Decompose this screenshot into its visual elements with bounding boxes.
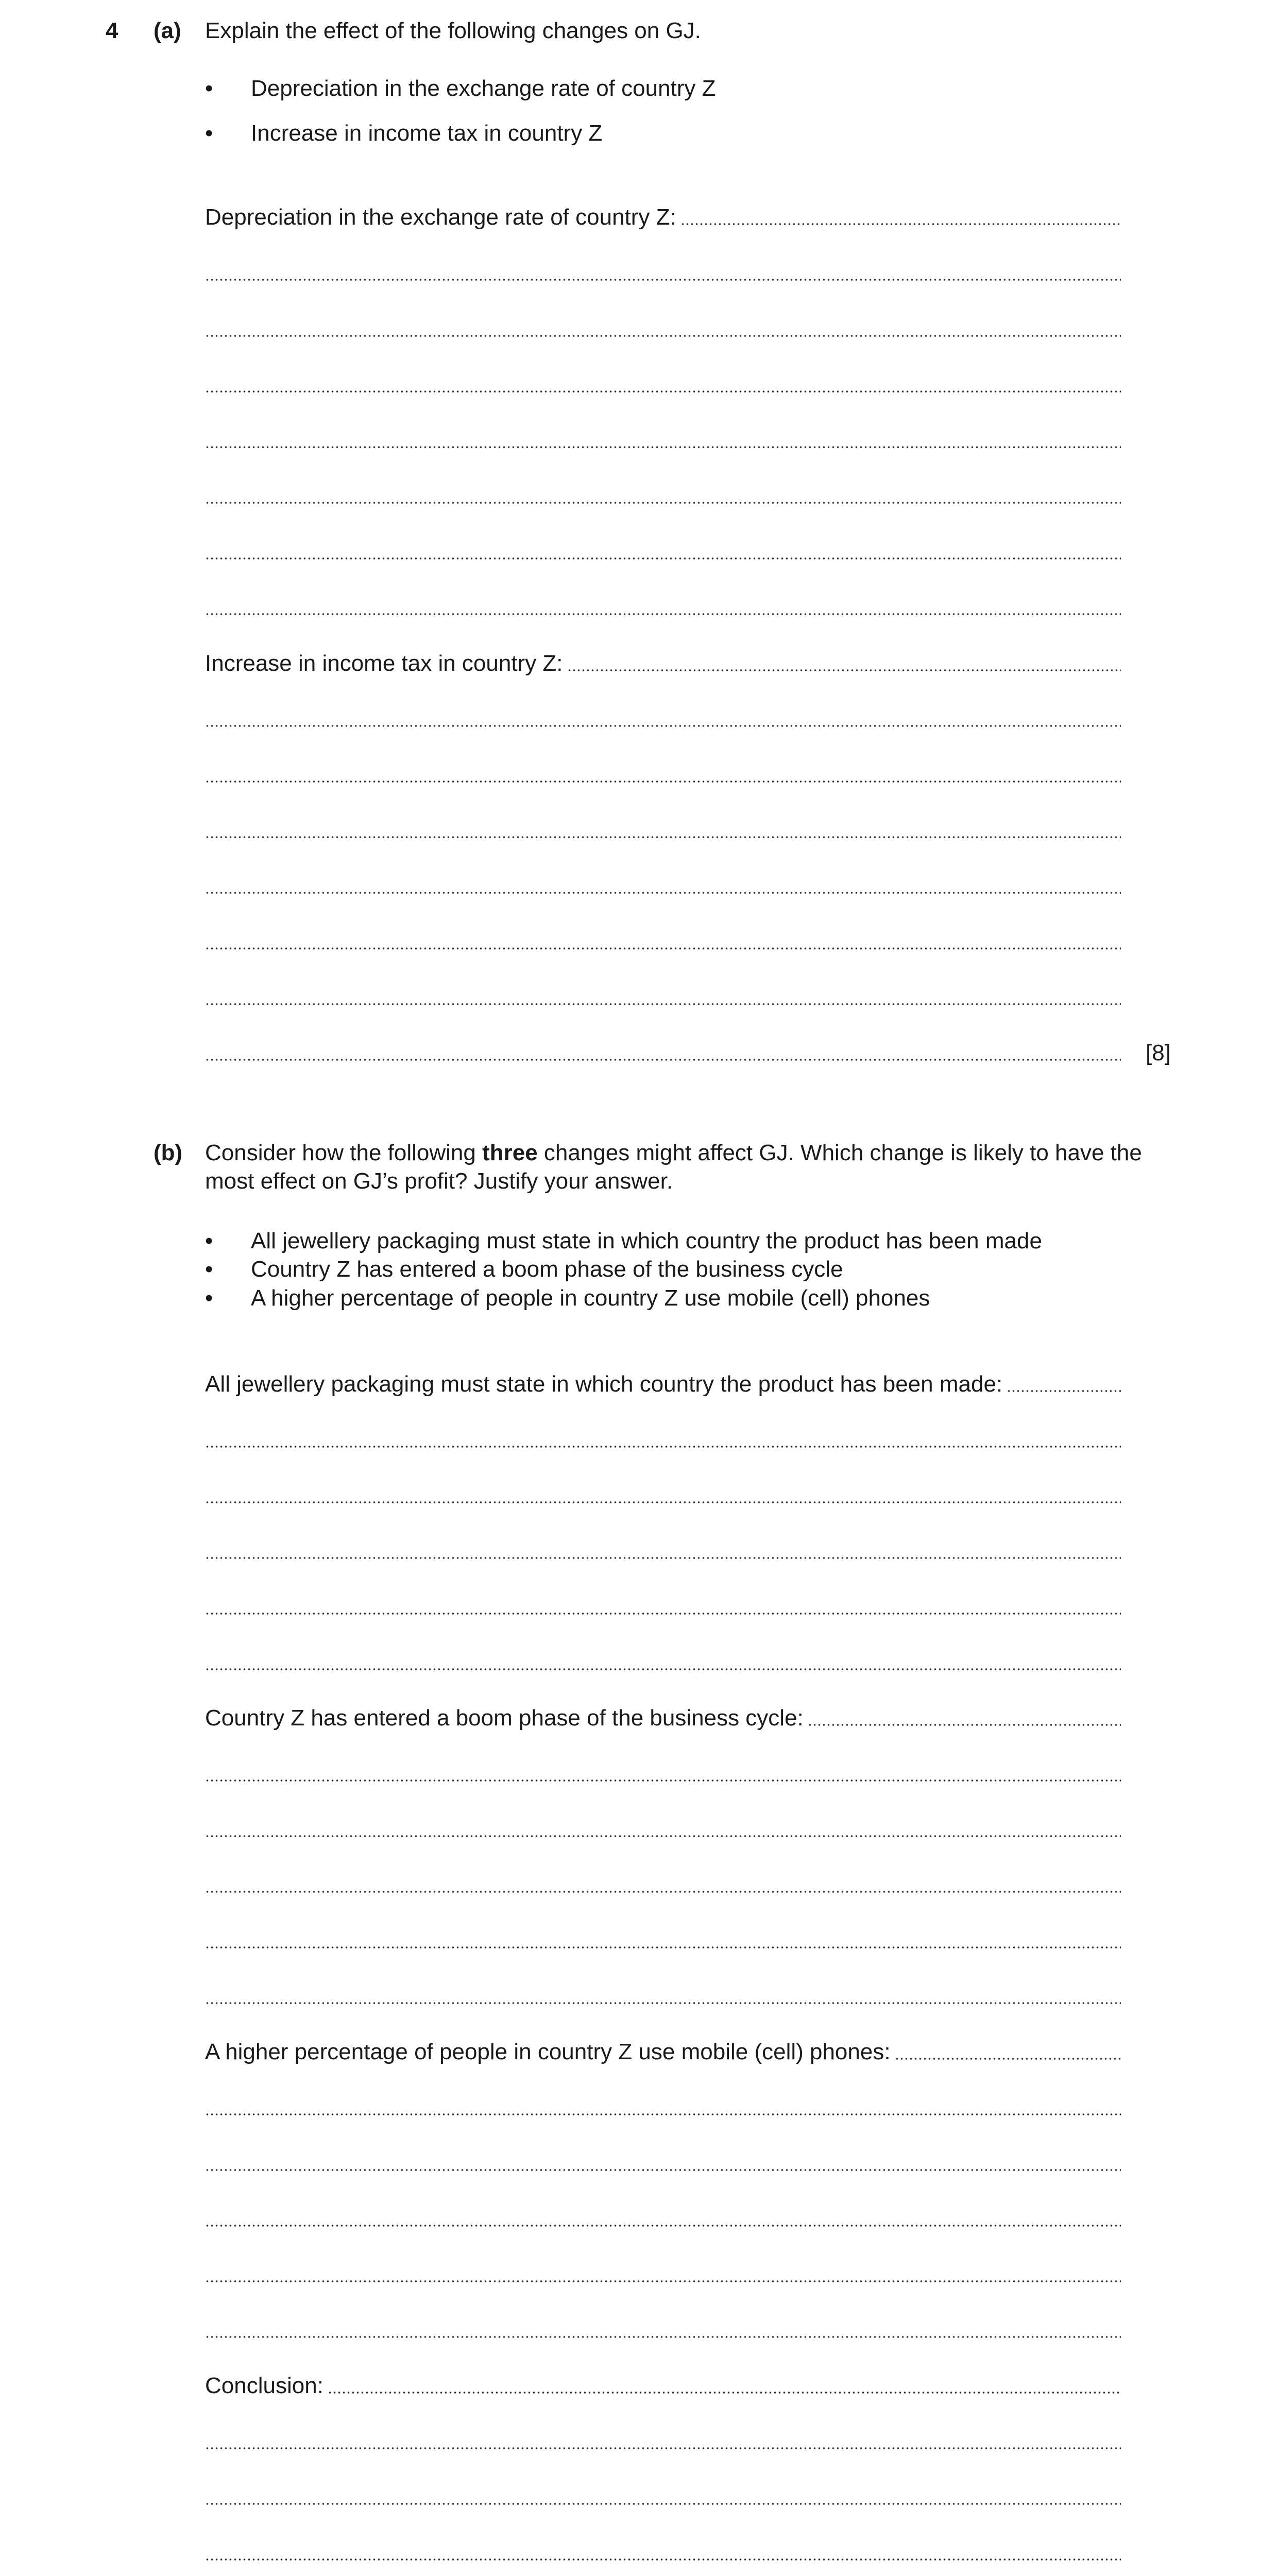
section-label: Country Z has entered a boom phase of the business cycle: <box>205 1705 804 1731</box>
marks-a: [8] <box>1146 1040 1171 1065</box>
answer-line[interactable] <box>205 1649 1121 1676</box>
dotted-line <box>205 2558 1121 2561</box>
dotted-line <box>205 2168 1121 2172</box>
section-label: All jewellery packaging must state in which country the product has been made: <box>205 1371 1003 1397</box>
dotted-line <box>205 1890 1121 1893</box>
part-b-stem: Consider how the following three changes might affect GJ. Which change is likely to have the most effect on GJ’s profit? Justify your answer. <box>205 1140 1142 1194</box>
dotted-line <box>205 613 1121 616</box>
answer-line[interactable] <box>205 594 1121 621</box>
dotted-line <box>205 2280 1121 2283</box>
part-b-bullet-1: All jewellery packaging must state in which country the product has been made <box>251 1228 1042 1253</box>
answer-line[interactable] <box>205 538 1121 565</box>
answer-line[interactable] <box>205 2484 1121 2511</box>
dotted-line <box>205 1612 1121 1615</box>
part-b-label: (b) <box>154 1140 183 1165</box>
answer-line-labelled[interactable] <box>205 2372 1121 2399</box>
part-a-bullet-2: Increase in income tax in country Z <box>251 121 603 146</box>
dotted-line <box>205 1501 1121 1504</box>
section-label: Increase in income tax in country Z: <box>205 651 563 676</box>
answer-line[interactable] <box>205 260 1121 286</box>
answer-line[interactable] <box>205 1816 1121 1843</box>
answer-line[interactable] <box>205 1760 1121 1787</box>
dotted-line <box>205 2447 1121 2450</box>
bullet-symbol: • <box>205 121 213 146</box>
answer-line[interactable] <box>205 1872 1121 1899</box>
section-label: A higher percentage of people in country Z use mobile (cell) phones: <box>205 2039 891 2064</box>
part-b-bullet-2: Country Z has entered a boom phase of the business cycle <box>251 1257 843 1282</box>
dotted-line <box>205 891 1121 894</box>
answer-line[interactable] <box>205 2206 1121 2232</box>
dotted-line <box>205 947 1121 950</box>
dotted-line <box>205 1003 1121 1006</box>
answer-line[interactable] <box>205 1927 1121 1954</box>
dotted-line <box>205 1835 1121 1838</box>
answer-line[interactable] <box>205 1482 1121 1509</box>
bullet-symbol: • <box>205 1257 213 1282</box>
bullet-symbol: • <box>205 76 213 101</box>
answer-line-labelled[interactable] <box>205 2039 1121 2065</box>
dotted-line <box>205 2113 1121 2116</box>
dotted-line <box>205 1556 1121 1560</box>
dotted-line <box>205 1779 1121 1782</box>
answer-line[interactable] <box>205 984 1121 1011</box>
answer-line[interactable] <box>205 2428 1121 2455</box>
part-a-bullet-1: Depreciation in the exchange rate of country Z <box>251 76 716 101</box>
dotted-line <box>205 780 1121 783</box>
answer-line[interactable] <box>205 761 1121 788</box>
answer-line-labelled[interactable] <box>205 1371 1121 1398</box>
answer-line-labelled[interactable] <box>205 1705 1121 1732</box>
answer-line[interactable] <box>205 1538 1121 1565</box>
dotted-line <box>205 1445 1121 1448</box>
dotted-line <box>205 2502 1121 2505</box>
question-number: 4 <box>106 18 118 43</box>
section-label: Depreciation in the exchange rate of country Z: <box>205 205 676 230</box>
dotted-line <box>205 1058 1121 1061</box>
dotted-line <box>895 2057 1121 2060</box>
dotted-line <box>567 669 1121 672</box>
dotted-line <box>205 390 1121 393</box>
dotted-line <box>205 724 1121 727</box>
answer-line[interactable] <box>205 1983 1121 2010</box>
dotted-line <box>205 446 1121 449</box>
answer-line[interactable] <box>205 873 1121 900</box>
dotted-line <box>205 334 1121 337</box>
dotted-line <box>205 2335 1121 2338</box>
answer-line[interactable] <box>205 427 1121 454</box>
answer-line[interactable] <box>205 2150 1121 2177</box>
part-b-bullet-3: A higher percentage of people in country Z use mobile (cell) phones <box>251 1285 930 1311</box>
dotted-line <box>328 2391 1121 2394</box>
answer-line[interactable] <box>205 316 1121 343</box>
dotted-line <box>205 2224 1121 2227</box>
part-a-stem: Explain the effect of the following changes on GJ. <box>205 18 701 43</box>
answer-line-labelled[interactable] <box>205 650 1121 677</box>
answer-line[interactable] <box>205 371 1121 398</box>
answer-line[interactable] <box>205 706 1121 733</box>
dotted-line <box>205 1668 1121 1671</box>
answer-line[interactable] <box>205 2317 1121 2344</box>
bullet-symbol: • <box>205 1228 213 1253</box>
conclusion-label: Conclusion: <box>205 2373 323 2398</box>
answer-line[interactable] <box>205 1427 1121 1453</box>
answer-line[interactable] <box>205 1594 1121 1620</box>
dotted-line <box>205 836 1121 839</box>
dotted-line <box>680 223 1121 226</box>
dotted-line <box>205 2002 1121 2005</box>
answer-line[interactable] <box>205 928 1121 955</box>
answer-line[interactable] <box>205 2539 1121 2566</box>
dotted-line <box>205 501 1121 504</box>
dotted-line <box>205 557 1121 560</box>
part-a-label: (a) <box>154 18 181 43</box>
dotted-line <box>205 278 1121 281</box>
answer-line[interactable] <box>205 1040 1121 1066</box>
answer-line-labelled[interactable] <box>205 204 1121 231</box>
dotted-line <box>1007 1389 1121 1393</box>
answer-line[interactable] <box>205 817 1121 844</box>
dotted-line <box>205 1946 1121 1949</box>
answer-line[interactable] <box>205 483 1121 510</box>
answer-line[interactable] <box>205 2261 1121 2288</box>
answer-line[interactable] <box>205 2094 1121 2121</box>
bullet-symbol: • <box>205 1285 213 1311</box>
dotted-line <box>808 1723 1121 1726</box>
